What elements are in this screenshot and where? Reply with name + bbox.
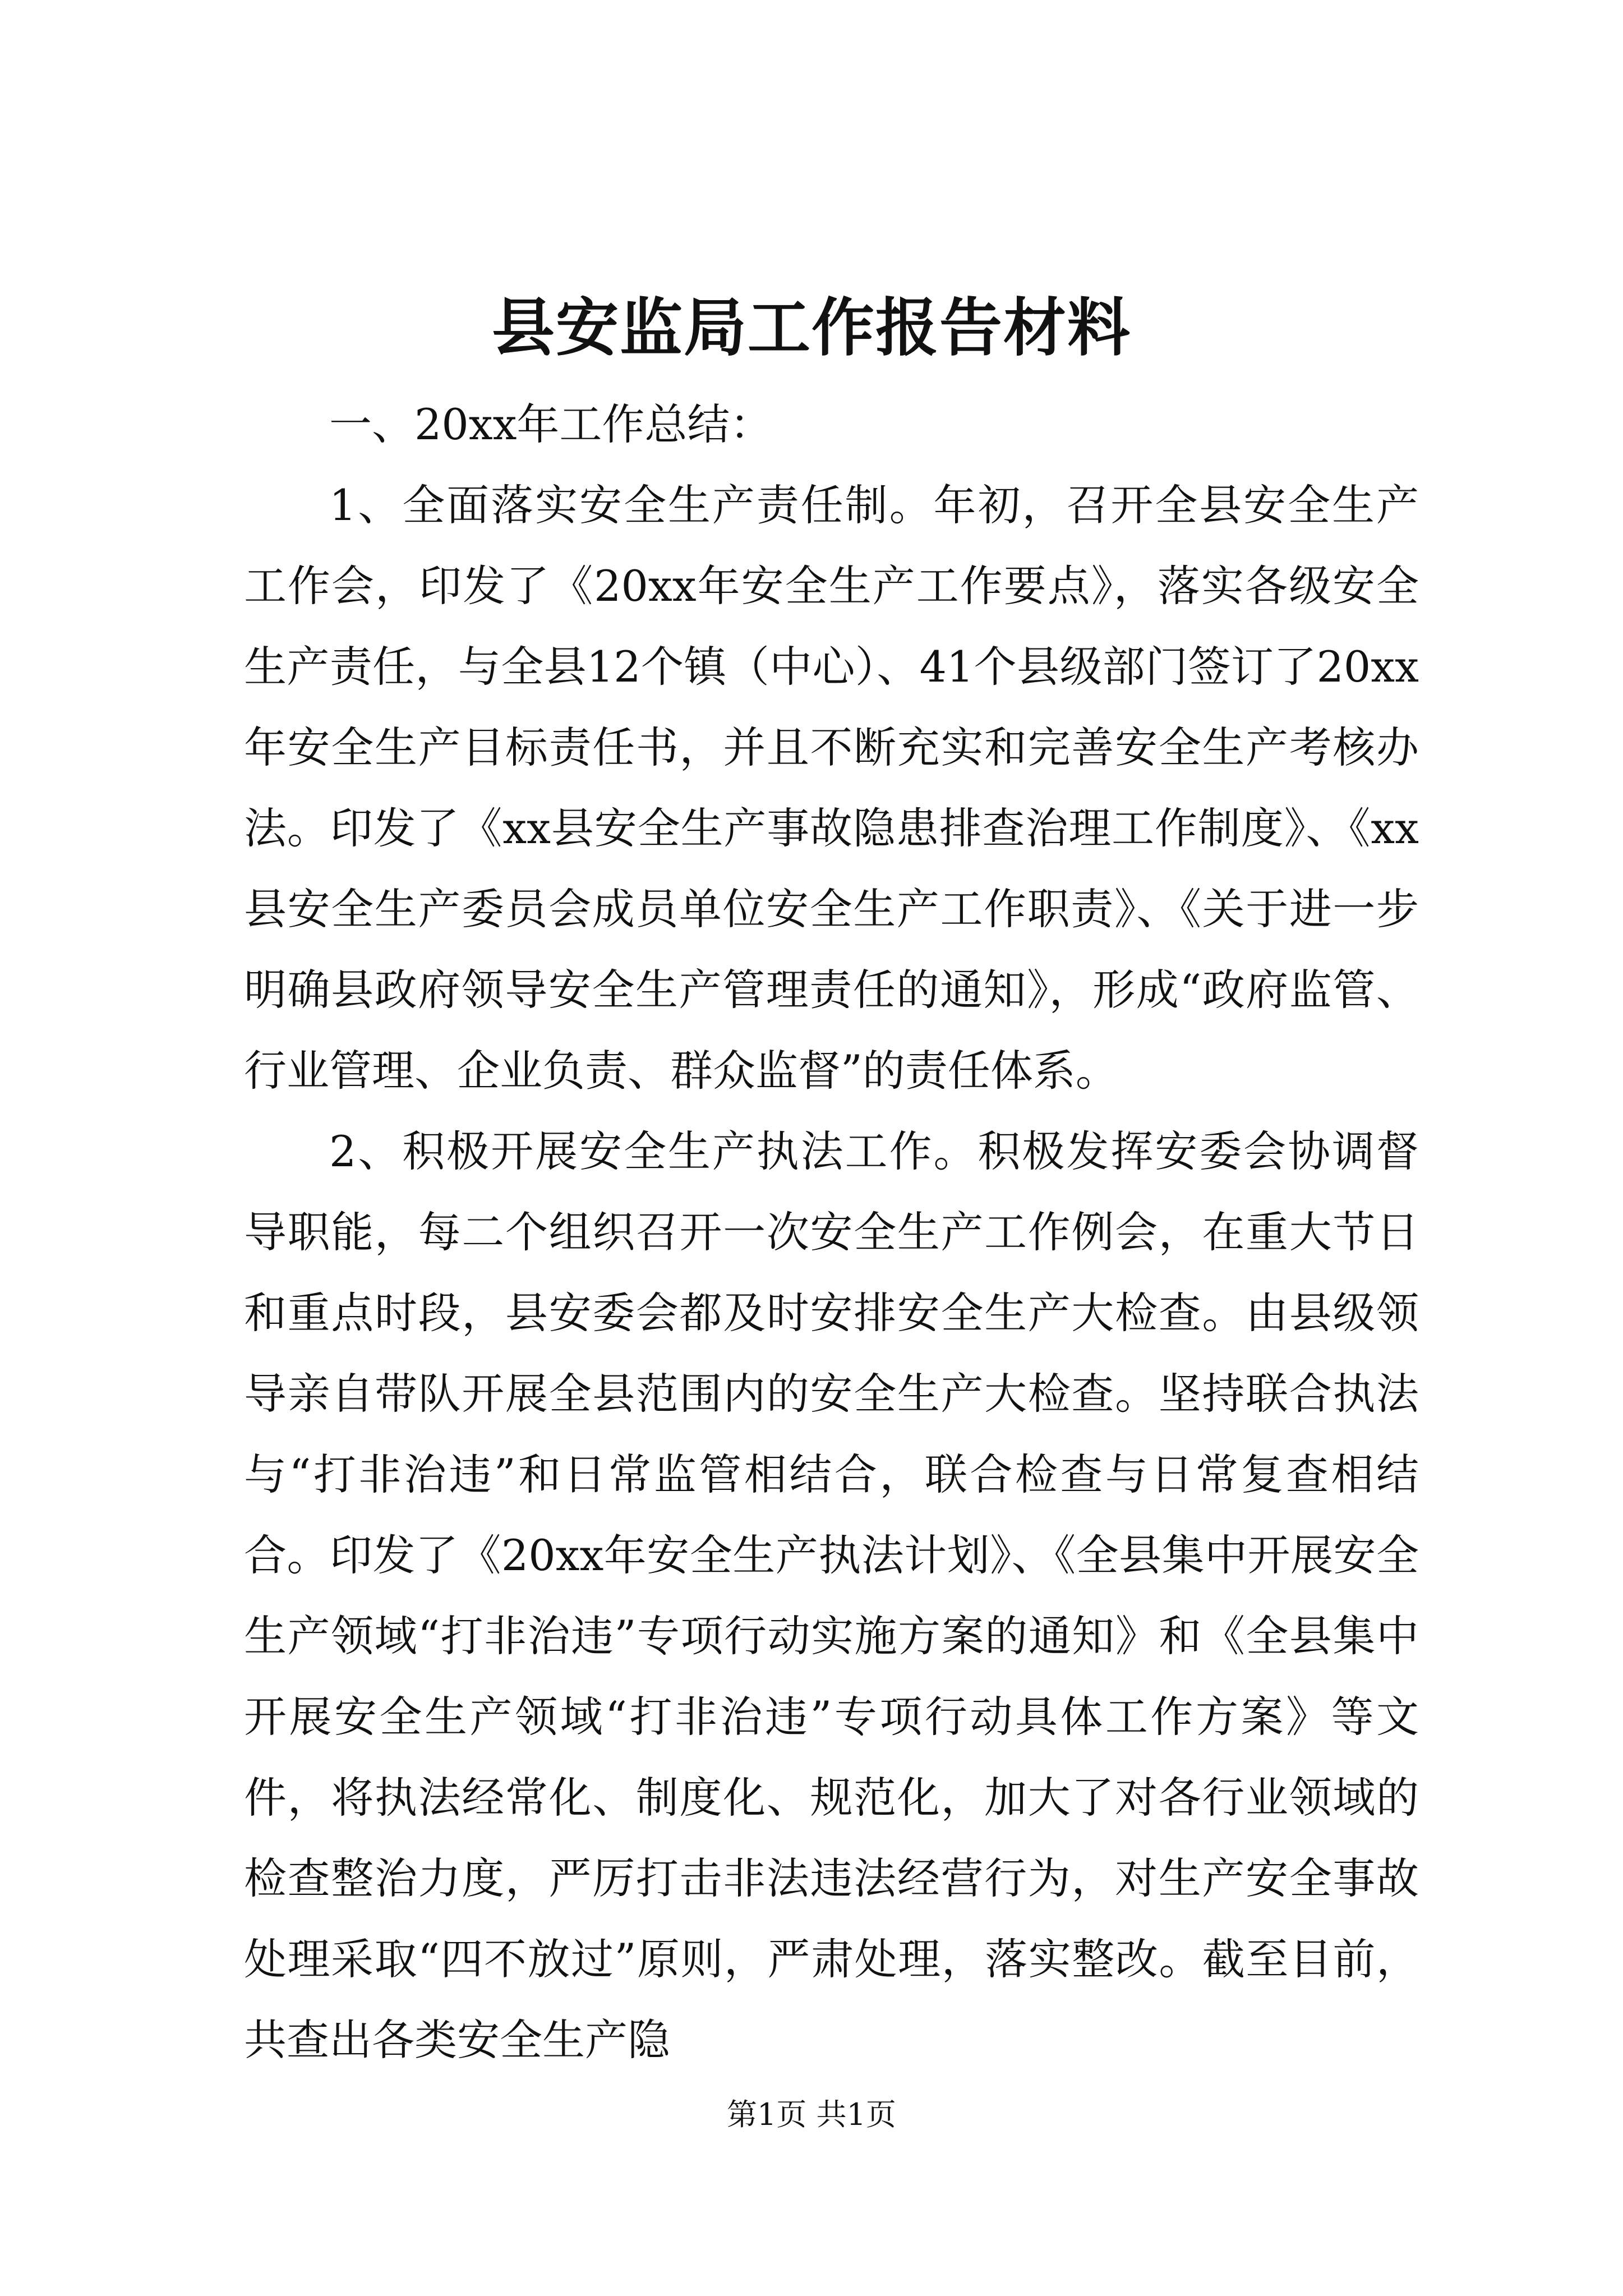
paragraph-item-2: 2、积极开展安全生产执法工作。积极发挥安委会协调督导职能，每二个组织召开一次安全生产工作例会，在重大节日和重点时段，县安委会都及时安排安全生产大检查。由县级领导亲自带队开展全县范围内的安全生产大检查。坚持联合执法与“打非治违”和日常监管相结合，联合检查与日常复查相结合。印发了《20xx年安全生产执法计划》、《全县集中开展安全生产领域“打非治违”专项行动实施方案的通知》和《全县集中开展安全生产领域“打非治违”专项行动具体工作方案》等文件，将执法经常化、制度化、规范化，加大了对各行业领域的检查整治力度，严厉打击非法违法经营行为，对生产安全事故处理采取“四不放过”原则，严肃处理，落实整改。截至目前，共查出各类安全生产隐 [244, 1126, 1419, 2065]
document-title: 县安监局工作报告材料 [492, 291, 1131, 365]
paragraph-section-heading: 一、20xx年工作总结： [329, 399, 773, 449]
document-body [244, 384, 1419, 2081]
paragraph-item-1: 1、全面落实安全生产责任制。年初，召开全县安全生产工作会，印发了《20xx年安全生产工作要点》，落实各级安全生产责任，与全县12个镇（中心）、41个县级部门签订了20xx年安全生产目标责任书，并且不断充实和完善安全生产考核办法。印发了《xx县安全生产事故隐患排查治理工作制度》、《xx县安全生产委员会成员单位安全生产工作职责》、《关于进一步明确县政府领导安全生产管理责任的通知》，形成“政府监管、行业管理、企业负责、群众监督”的责任体系。 [244, 480, 1419, 1096]
page-footer: 第1页 共1页 [727, 2097, 896, 2132]
